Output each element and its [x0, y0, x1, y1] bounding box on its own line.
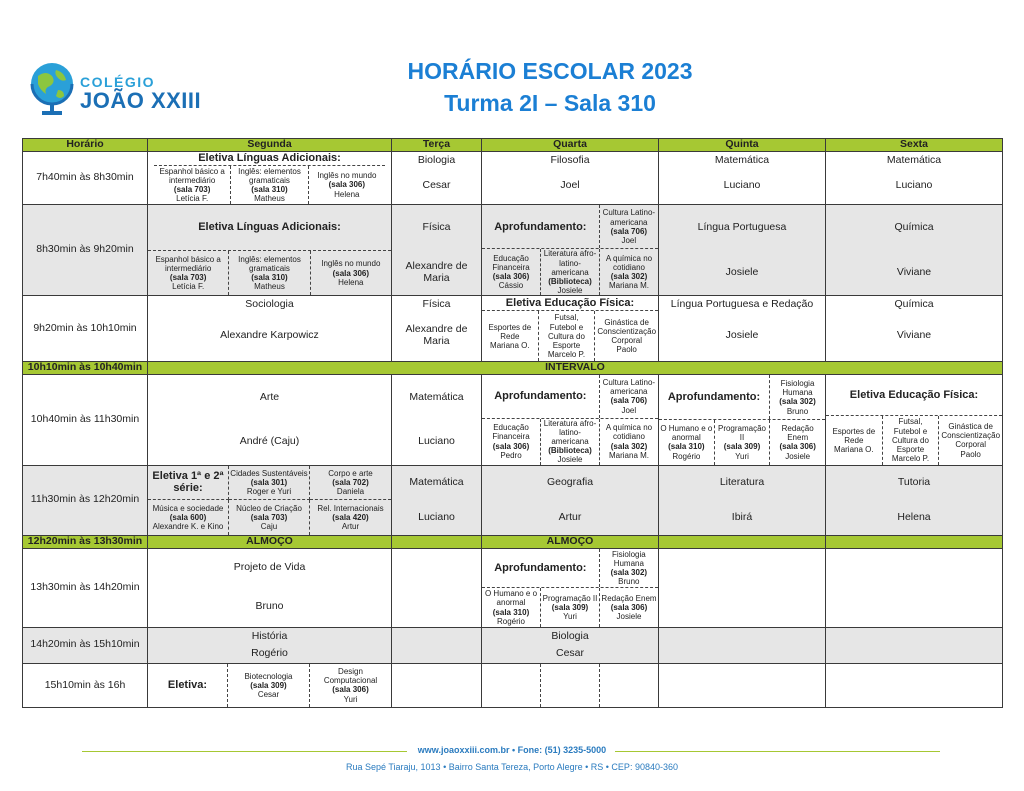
- table-row: [23, 296, 1003, 362]
- elective-option: Núcleo de Criação (sala 703) Caju: [229, 500, 310, 535]
- empty-cell: [659, 663, 826, 707]
- elective-option: Esportes de Rede Mariana O.: [482, 311, 539, 361]
- elective-option: Design Computacional (sala 306) Yuri: [323, 667, 378, 704]
- class-cell: Literatura Ibirá: [659, 465, 826, 535]
- aprofundamento-cell: [659, 375, 826, 465]
- table-row: [23, 205, 1003, 296]
- globe-icon: [28, 60, 78, 118]
- logo-line1: COLÉGIO: [80, 74, 156, 90]
- empty-cell: [826, 548, 1003, 627]
- class-cell: História Rogério: [148, 627, 392, 663]
- time-cell: 11h30min às 12h20min: [23, 465, 148, 535]
- table-row: [23, 465, 1003, 535]
- time-cell: 15h10min às 16h: [23, 663, 148, 707]
- elective-option: Inglês: elementos gramaticais (sala 310) Matheus: [231, 166, 308, 204]
- time-cell: 10h40min às 11h30min: [23, 375, 148, 465]
- educacao-fisica-cell: [482, 296, 659, 362]
- footer-contact: www.joaoxxiii.com.br • Fone: (51) 3235-5000: [417, 745, 607, 755]
- class-cell: Biologia Cesar: [392, 152, 482, 205]
- eletiva-title: Eletiva Línguas Adicionais:: [154, 152, 385, 166]
- empty-cell: [482, 663, 659, 707]
- elective-option: Cultura Latino-americana (sala 706) Joel: [602, 378, 656, 415]
- class-cell: Biologia Cesar: [482, 627, 659, 663]
- header-quinta: Quinta: [659, 139, 826, 152]
- eletiva-title: Eletiva Educação Física:: [482, 296, 658, 311]
- elective-option: Biotecnologia (sala 309) Cesar: [228, 664, 310, 707]
- aprofundamento-label: Aprofundamento:: [659, 375, 770, 419]
- class-cell: Química Viviane: [826, 205, 1003, 296]
- elective-option: Programação II (sala 309) Yuri: [715, 420, 771, 464]
- empty-cell: [659, 535, 826, 548]
- elective-option: Inglês no mundo (sala 306) Helena: [317, 171, 377, 199]
- eletiva-linguas-cell: [148, 152, 392, 205]
- elective-option: Corpo e arte (sala 702) Daniela: [310, 466, 391, 501]
- time-cell: 13h30min às 14h20min: [23, 548, 148, 627]
- aprofundamento-label: Aprofundamento:: [482, 205, 600, 248]
- header-segunda: Segunda: [148, 139, 392, 152]
- elective-option: O Humano e o anormal (sala 310) Rogério: [482, 588, 541, 627]
- header-terca: Terça: [392, 139, 482, 152]
- elective-option: Fisiologia Humana (sala 302) Bruno: [779, 379, 816, 416]
- elective-option: Redação Enem (sala 306) Josiele: [779, 424, 816, 461]
- header-horario: Horário: [23, 139, 148, 152]
- break-row: [23, 362, 1003, 375]
- elective-option: A química no cotidiano (sala 302) Mariana M.: [605, 253, 653, 291]
- elective-option: Cultura Latino-americana (sala 706) Joel: [602, 208, 656, 245]
- eletiva-linguas-cell: [148, 205, 392, 296]
- class-cell: Tutoria Helena: [826, 465, 1003, 535]
- elective-option: Ginástica de Conscientização Corporal Paolo: [941, 422, 1001, 459]
- class-cell: Filosofia Joel: [482, 152, 659, 205]
- class-cell: Língua Portuguesa e Redação Josiele: [659, 296, 826, 362]
- aprofundamento-cell: [482, 375, 659, 465]
- elective-option: Cidades Sustentáveis (sala 301) Roger e Yuri: [229, 466, 310, 501]
- time-cell: 12h20min às 13h30min: [23, 535, 148, 548]
- elective-option: Educação Financeira (sala 306) Pedro: [482, 419, 541, 465]
- time-cell: 10h10min às 10h40min: [23, 362, 148, 375]
- footer-divider: [615, 751, 940, 752]
- time-cell: 14h20min às 15h10min: [23, 627, 148, 663]
- eletiva-cell: [148, 663, 392, 707]
- elective-option: Educação Financeira (sala 306) Cássio: [482, 249, 541, 295]
- header-row: [23, 139, 1003, 152]
- class-cell: Matemática Luciano: [392, 465, 482, 535]
- elective-option: A química no cotidiano (sala 302) Mariana M.: [605, 423, 653, 460]
- elective-option: Literatura afro-latino-americana (Biblioteca) Josiele: [541, 249, 600, 295]
- logo-line2: JOÃO XXIII: [80, 88, 202, 113]
- break-row: [23, 535, 1003, 548]
- aprofundamento-cell: [482, 548, 659, 627]
- class-cell: Arte André (Caju): [148, 375, 392, 465]
- break-label: ALMOÇO: [148, 535, 392, 548]
- table-row: [23, 663, 1003, 707]
- time-cell: 8h30min às 9h20min: [23, 205, 148, 296]
- table-row: [23, 152, 1003, 205]
- class-cell: Matemática Luciano: [392, 375, 482, 465]
- elective-option: Futsal, Futebol e Cultura do Esporte Marcelo P.: [883, 416, 940, 464]
- class-cell: Física Alexandre de Maria: [392, 205, 482, 296]
- page-title: HORÁRIO ESCOLAR 2023: [407, 58, 693, 84]
- empty-cell: [826, 535, 1003, 548]
- table-row: [23, 375, 1003, 465]
- elective-option: Espanhol básico a intermediário (sala 703) Letícia F.: [148, 251, 229, 295]
- empty-cell: [392, 663, 482, 707]
- schedule-table: [22, 138, 1003, 708]
- elective-option: Música e sociedade (sala 600) Alexandre K. e Kino: [148, 500, 229, 535]
- break-label: INTERVALO: [148, 362, 1003, 375]
- class-cell: Física Alexandre de Maria: [392, 296, 482, 362]
- time-cell: 7h40min às 8h30min: [23, 152, 148, 205]
- aprofundamento-label: Aprofundamento:: [482, 549, 600, 588]
- elective-option: Futsal, Futebol e Cultura do Esporte Marcelo P.: [539, 311, 596, 361]
- empty-cell: [659, 627, 826, 663]
- empty-cell: [826, 663, 1003, 707]
- class-cell: Química Viviane: [826, 296, 1003, 362]
- class-cell: Matemática Luciano: [659, 152, 826, 205]
- elective-option: Fisiologia Humana (sala 302) Bruno: [610, 549, 648, 587]
- elective-option: Ginástica de Conscientização Corporal Paolo: [597, 317, 657, 355]
- elective-option: O Humano e o anormal (sala 310) Rogério: [659, 420, 715, 464]
- class-cell: Matemática Luciano: [826, 152, 1003, 205]
- break-label: ALMOÇO: [482, 535, 659, 548]
- empty-cell: [392, 548, 482, 627]
- empty-cell: [392, 535, 482, 548]
- aprofundamento-label: Aprofundamento:: [482, 375, 600, 417]
- table-row: [23, 627, 1003, 663]
- elective-option: Espanhol básico a intermediário (sala 703) Letícia F.: [154, 166, 231, 204]
- eletiva-title: Eletiva Educação Física:: [826, 375, 1002, 416]
- eletiva-title: Eletiva 1ª e 2ª série:: [148, 466, 229, 501]
- elective-option: Inglês no mundo (sala 306) Helena: [321, 259, 381, 287]
- aprofundamento-cell: [482, 205, 659, 296]
- class-cell: Língua Portuguesa Josiele: [659, 205, 826, 296]
- page-subtitle: Turma 2I – Sala 310: [444, 90, 656, 116]
- eletiva-serie-cell: [148, 465, 392, 535]
- class-cell: Projeto de Vida Bruno: [148, 548, 392, 627]
- elective-option: Esportes de Rede Mariana O.: [826, 416, 883, 464]
- empty-cell: [659, 548, 826, 627]
- school-logo: [28, 60, 208, 120]
- elective-option: Inglês: elementos gramaticais (sala 310) Matheus: [229, 251, 310, 295]
- eletiva-title: Eletiva Línguas Adicionais:: [148, 205, 391, 251]
- footer-address: Rua Sepé Tiaraju, 1013 • Bairro Santa Tereza, Porto Alegre • RS • CEP: 90840-360: [346, 762, 678, 772]
- header-quarta: Quarta: [482, 139, 659, 152]
- eletiva-title: Eletiva:: [148, 664, 228, 707]
- elective-option: Programação II (sala 309) Yuri: [541, 588, 600, 627]
- table-row: [23, 548, 1003, 627]
- header-sexta: Sexta: [826, 139, 1003, 152]
- empty-cell: [826, 627, 1003, 663]
- class-cell: Geografia Artur: [482, 465, 659, 535]
- elective-option: Literatura afro-latino-americana (Biblioteca) Josiele: [541, 419, 600, 465]
- elective-option: Rel. Internacionais (sala 420) Artur: [317, 503, 384, 531]
- educacao-fisica-cell: [826, 375, 1003, 465]
- class-cell: Sociologia Alexandre Karpowicz: [148, 296, 392, 362]
- time-cell: 9h20min às 10h10min: [23, 296, 148, 362]
- footer-divider: [82, 751, 407, 752]
- elective-option: Redação Enem (sala 306) Josiele: [601, 593, 657, 622]
- empty-cell: [392, 627, 482, 663]
